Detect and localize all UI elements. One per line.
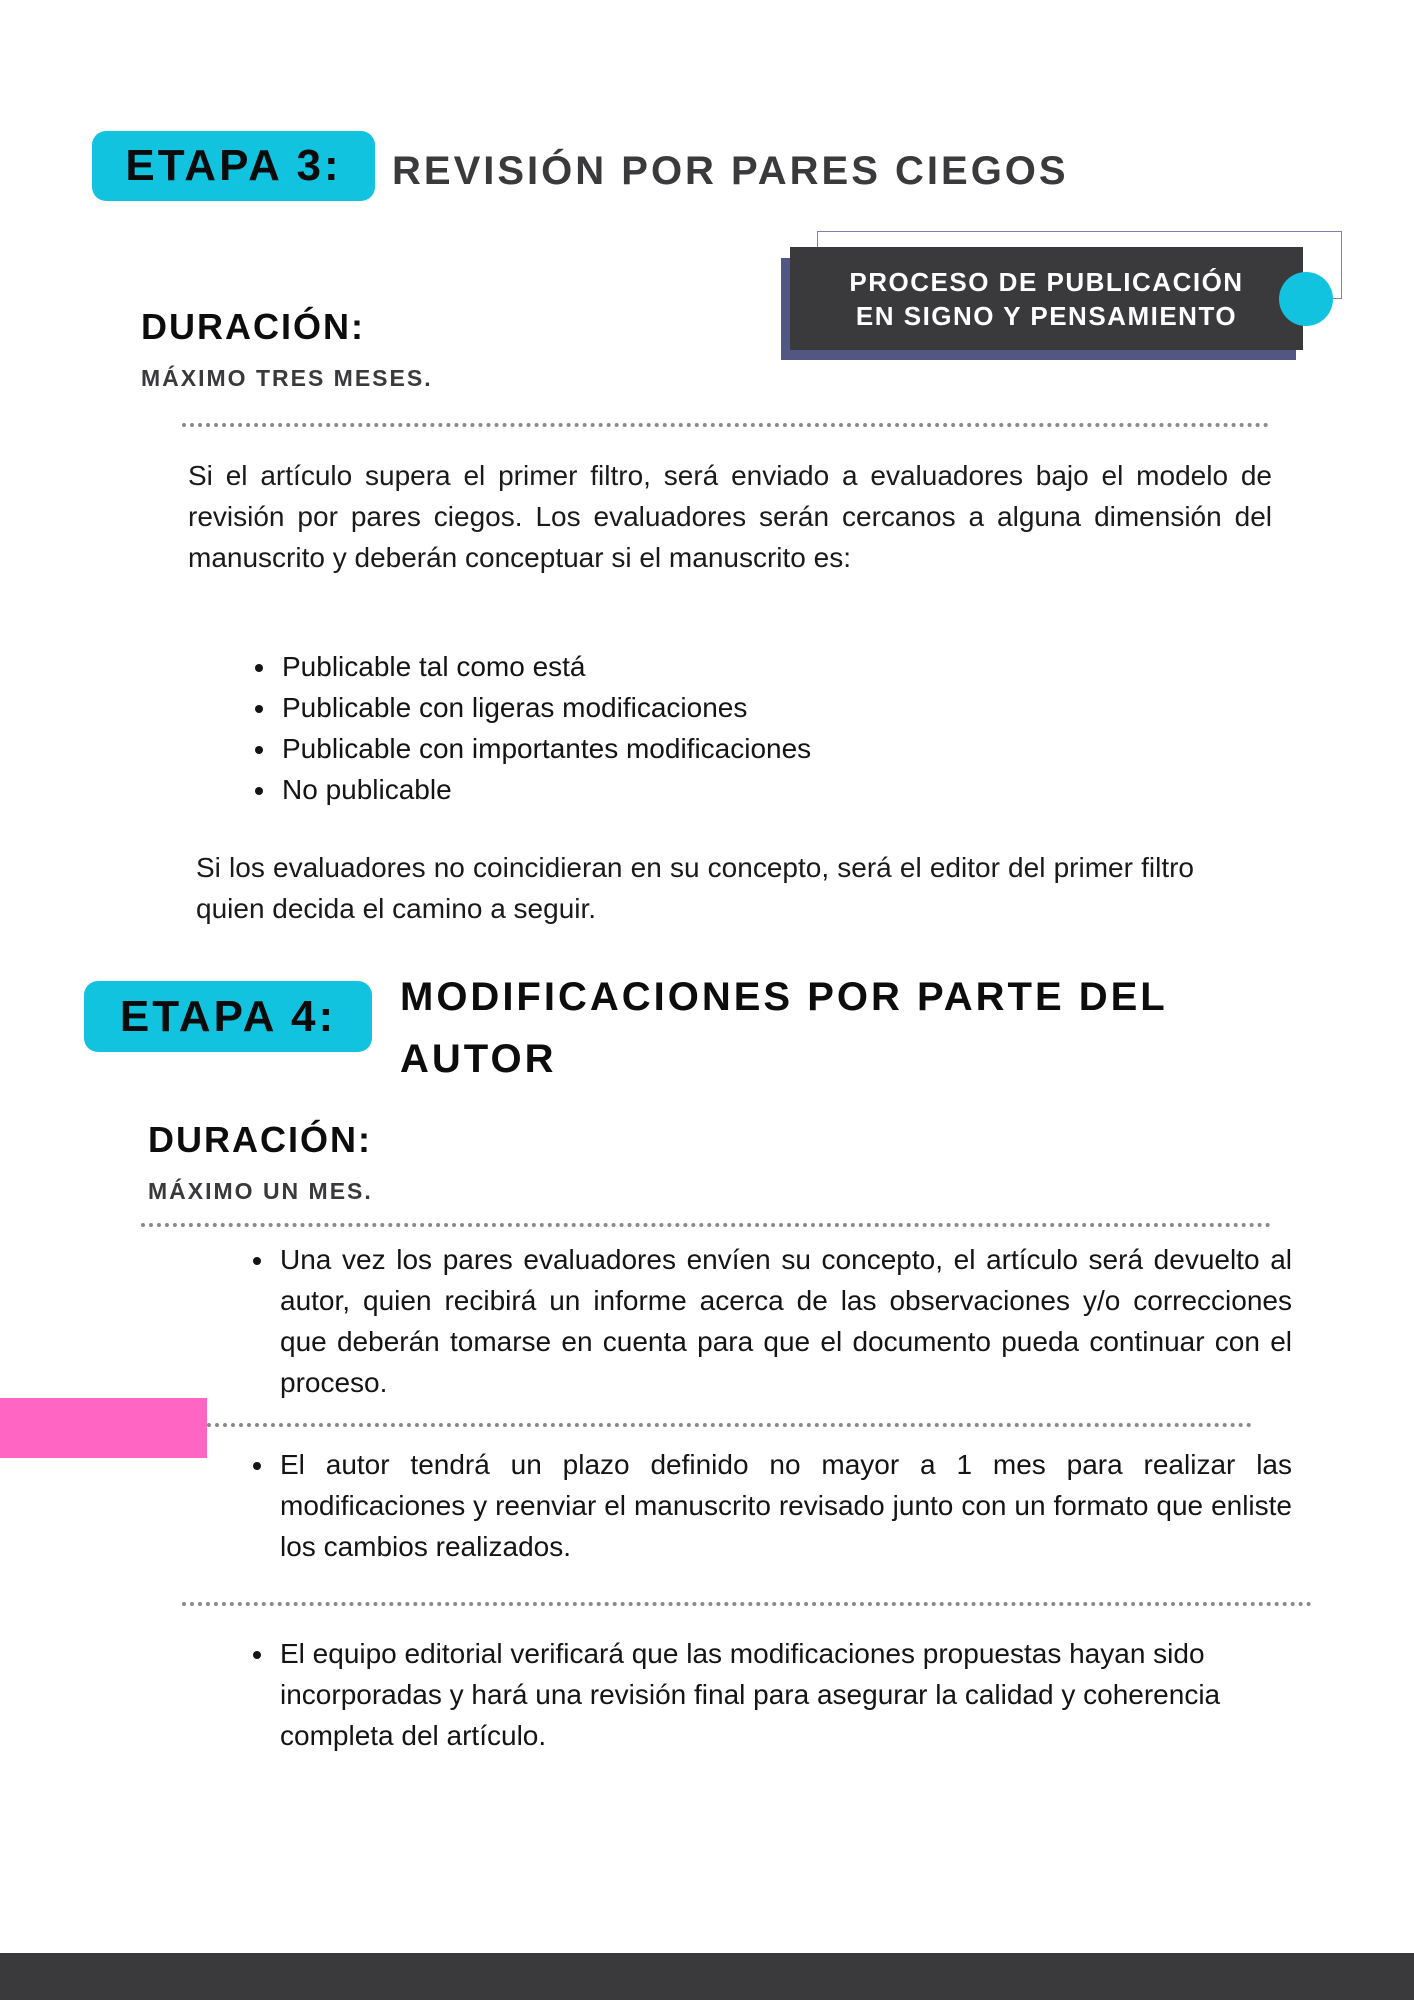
list-item: • El equipo editorial verificará que las modificaciones propuestas hayan sido incorporadas y hará una revisión final para asegurar la calidad y coherencia completa del artículo.: [276, 1633, 1276, 1756]
stage4-badge-label: ETAPA 4:: [119, 991, 337, 1041]
list-item: • Publicable tal como está: [278, 646, 1078, 687]
stage4-item-list-3: [236, 1633, 1276, 1756]
process-box-dot: [1279, 272, 1333, 326]
stage3-duration-value: MÁXIMO TRES MESES.: [141, 365, 433, 391]
list-item: • Publicable con ligeras modificaciones: [278, 687, 1078, 728]
stage4-item-list-2: [236, 1444, 1292, 1567]
stage4-title: [400, 966, 1300, 1090]
stage4-item-list-1: [236, 1239, 1292, 1403]
stage3-badge: [92, 131, 375, 201]
stage4-duration-value: MÁXIMO UN MES.: [148, 1178, 373, 1204]
stage4-title-line1: MODIFICACIONES POR PARTE DEL: [400, 975, 1168, 1019]
process-box: [790, 247, 1303, 350]
divider: [182, 423, 1269, 427]
list-item: • No publicable: [278, 769, 1078, 810]
list-item: • Una vez los pares evaluadores envíen su concepto, el artículo será devuelto al autor, quien recibirá un informe acerca de las observaciones y/o correcciones que deberán tomarse en cuenta para que el documento pueda continuar con el proceso.: [276, 1239, 1292, 1403]
stage3-options-list: [238, 646, 1078, 810]
stage3-title: REVISIÓN POR PARES CIEGOS: [392, 149, 1069, 193]
stage3-duration-label: DURACIÓN:: [141, 306, 365, 347]
divider: [141, 1223, 1271, 1227]
process-box-line2: EN SIGNO Y PENSAMIENTO: [855, 300, 1238, 331]
stage3-closing: Si los evaluadores no coincidieran en su concepto, será el editor del primer filtro quien decida el camino a seguir.: [196, 852, 1194, 924]
divider: [207, 1423, 1252, 1427]
pink-accent-bar: [0, 1398, 207, 1458]
list-item: • El autor tendrá un plazo definido no mayor a 1 mes para realizar las modificaciones y reenviar el manuscrito revisado junto con un formato que enliste los cambios realizados.: [276, 1444, 1292, 1567]
stage4-duration-label: DURACIÓN:: [148, 1119, 372, 1160]
divider: [182, 1602, 1312, 1606]
list-item: • Publicable con importantes modificaciones: [278, 728, 1078, 769]
process-box-line1: PROCESO DE PUBLICACIÓN: [849, 266, 1244, 297]
stage3-intro: Si el artículo supera el primer filtro, será enviado a evaluadores bajo el modelo de revisión por pares ciegos. Los evaluadores serán cercanos a alguna dimensión del manuscrito y deberán conceptuar si el manuscrito es:: [188, 460, 1272, 573]
stage3-badge-label: ETAPA 3:: [125, 141, 342, 190]
footer-bar: [0, 1953, 1414, 2000]
stage4-title-line2: AUTOR: [400, 1037, 557, 1081]
stage4-badge: [84, 981, 372, 1052]
